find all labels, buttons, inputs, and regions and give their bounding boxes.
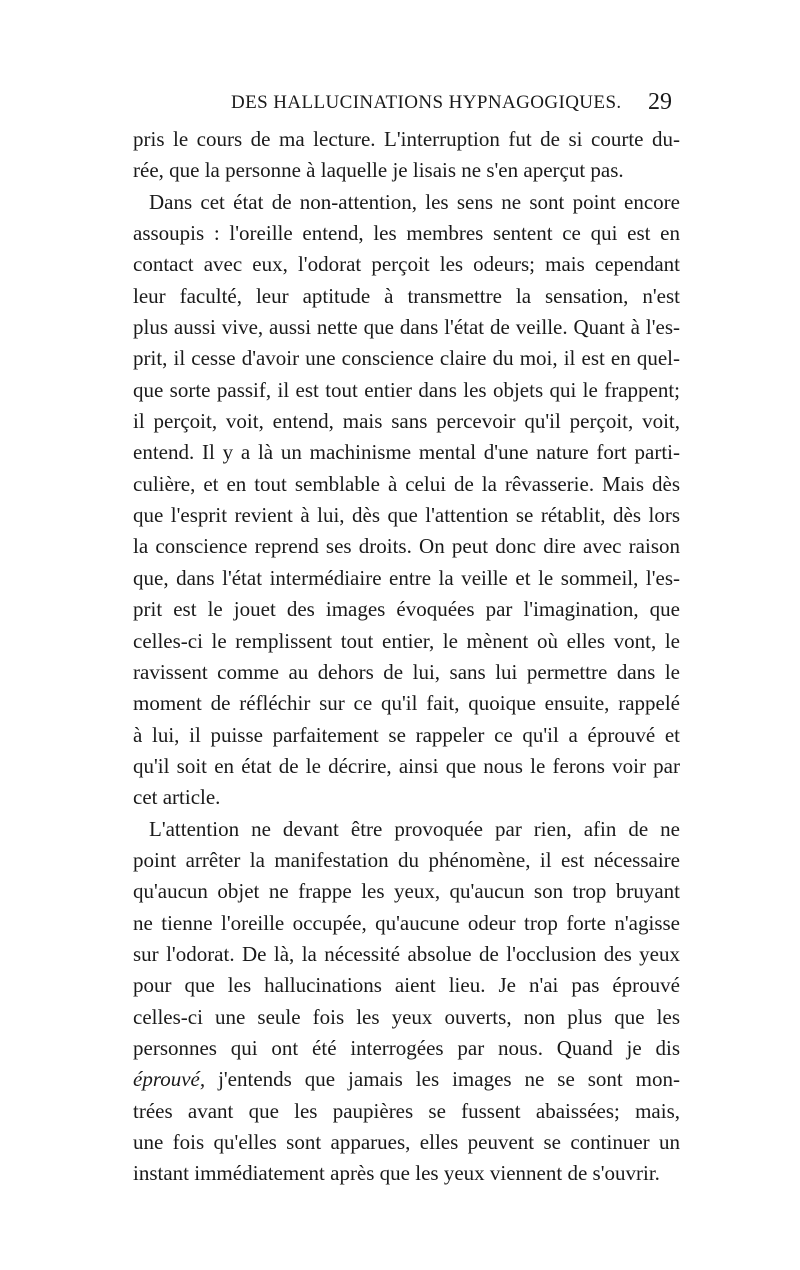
text-line: à lui, il puisse parfaitement se rappeler ce qu'il a éprouvé et <box>133 722 680 747</box>
body-text <box>133 124 680 1190</box>
paragraph-start-line: Dans cet état de non-attention, les sens ne sont point encore <box>149 189 680 214</box>
text-line: ravissent comme au dehors de lui, sans lui permettre dans le <box>133 659 680 684</box>
text-line: sur l'odorat. De là, la nécessité absolue de l'occlusion des yeux <box>133 941 680 966</box>
text-line: trées avant que les paupières se fussent abaissées; mais, <box>133 1098 680 1123</box>
text-line: contact avec eux, l'odorat perçoit les odeurs; mais cependant <box>133 252 680 277</box>
text-line: qu'il soit en état de le décrire, ainsi que nous le ferons voir par <box>133 753 680 778</box>
page-number: 29 <box>648 89 672 115</box>
text-line: moment de réfléchir sur ce qu'il fait, quoique ensuite, rappelé <box>133 691 680 716</box>
text-line: rée, que la personne à laquelle je lisais ne s'en aperçut pas. <box>133 158 624 183</box>
text-line: instant immédiatement après que les yeux viennent de s'ouvrir. <box>133 1161 660 1186</box>
text-line: la conscience reprend ses droits. On peut donc dire avec raison <box>133 534 680 559</box>
text-line: leur faculté, leur aptitude à transmettre la sensation, n'est <box>133 283 680 308</box>
text-line: prit, il cesse d'avoir une conscience claire du moi, il est en quel- <box>133 346 680 371</box>
text-line: que, dans l'état intermédiaire entre la veille et le sommeil, l'es- <box>133 565 680 590</box>
text-line: qu'aucun objet ne frappe les yeux, qu'aucun son trop bruyant <box>133 879 680 904</box>
line-remainder: j'entends que jamais les images ne se sont mon- <box>218 1067 680 1092</box>
text-line: assoupis : l'oreille entend, les membres sentent ce qui est en <box>133 221 680 246</box>
text-line: ne tienne l'oreille occupée, qu'aucune odeur trop forte n'agisse <box>133 910 680 935</box>
text-line: pris le cours de ma lecture. L'interruption fut de si courte du- <box>133 127 680 151</box>
text-line: point arrêter la manifestation du phénomène, il est nécessaire <box>133 847 680 872</box>
text-line: celles-ci le remplissent tout entier, le mènent où elles vont, le <box>133 628 680 653</box>
text-line: une fois qu'elles sont apparues, elles peuvent se continuer un <box>133 1130 680 1154</box>
text-line: que sorte passif, il est tout entier dans les objets qui le frappent; <box>133 377 680 402</box>
text-line: entend. Il y a là un machinisme mental d'une nature fort parti- <box>133 440 680 465</box>
text-line: prit est le jouet des images évoquées par l'imagination, que <box>133 597 680 622</box>
text-line: celles-ci une seule fois les yeux ouverts, non plus que les <box>133 1004 680 1029</box>
italic-word: éprouvé, <box>133 1067 206 1092</box>
paragraph-start-line: L'attention ne devant être provoquée par rien, afin de ne <box>149 816 680 841</box>
text-line: que l'esprit revient à lui, dès que l'attention se rétablit, dès lors <box>133 503 680 528</box>
text-line: personnes qui ont été interrogées par nous. Quand je dis <box>133 1035 680 1060</box>
text-line: plus aussi vive, aussi nette que dans l'état de veille. Quant à l'es- <box>133 315 680 340</box>
text-line: culière, et en tout semblable à celui de la rêvasserie. Mais dès <box>133 471 680 496</box>
text-line: pour que les hallucinations aient lieu. Je n'ai pas éprouvé <box>133 973 680 998</box>
text-line-with-italic <box>133 1064 680 1095</box>
text-line: il perçoit, voit, entend, mais sans percevoir qu'il perçoit, voit, <box>133 409 680 434</box>
running-head <box>133 89 680 120</box>
running-title: DES HALLUCINATIONS HYPNAGOGIQUES. <box>231 92 622 113</box>
text-line: cet article. <box>133 785 221 810</box>
